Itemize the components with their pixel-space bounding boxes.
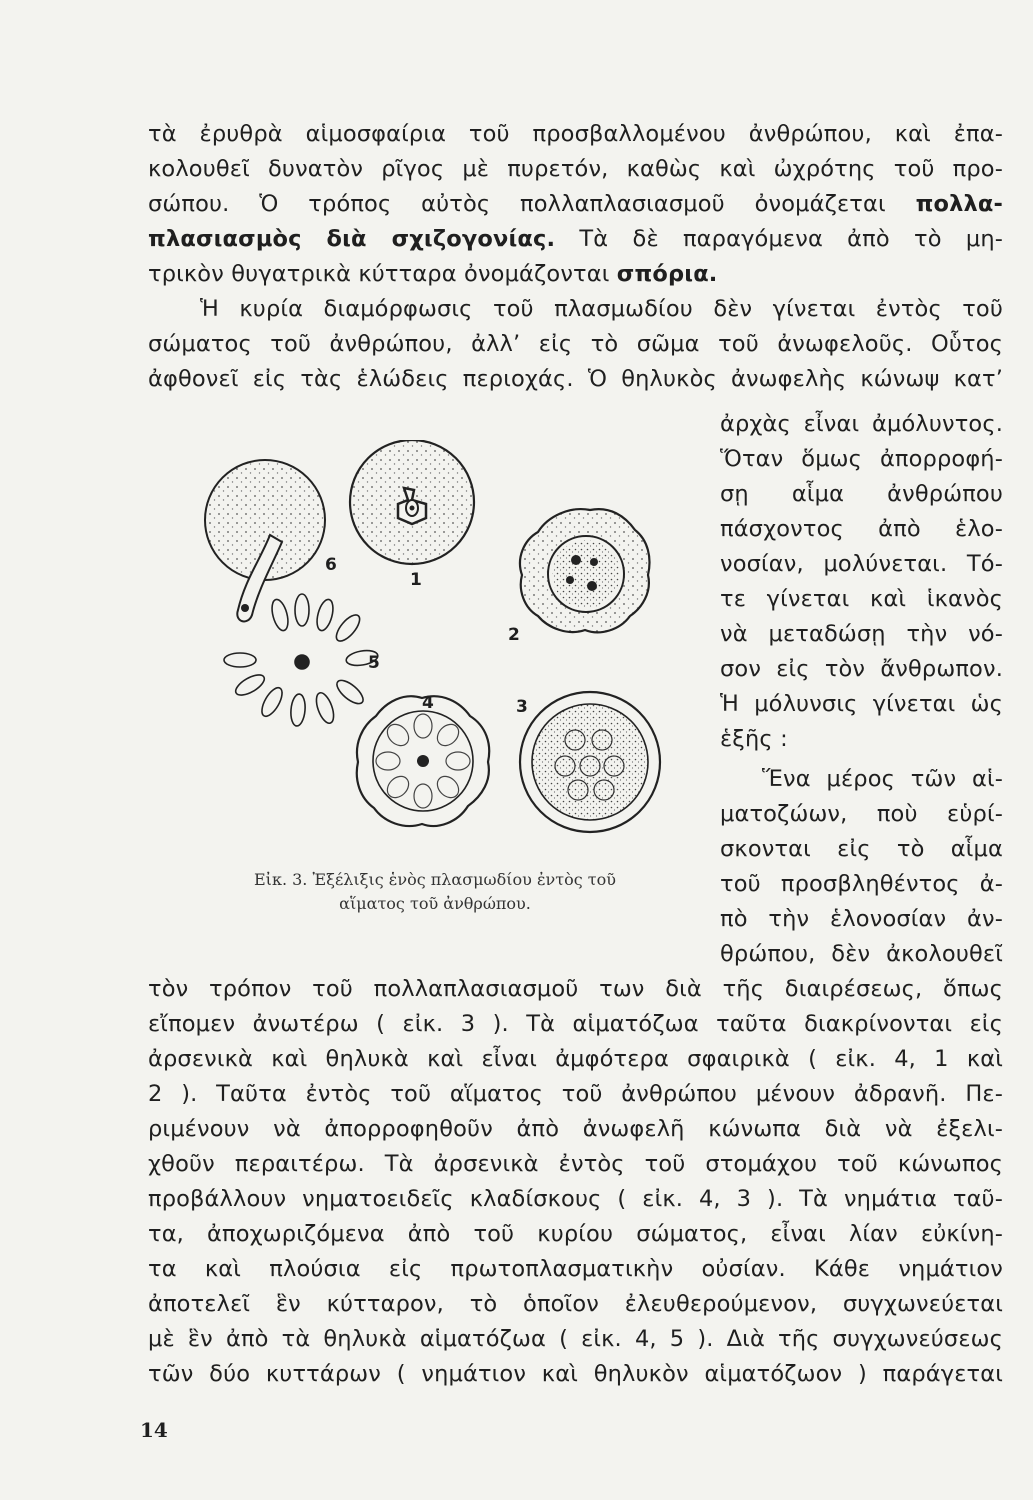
- text-line: ριμένουν νὰ ἀπορροφηθοῦν ἀπὸ ἀνωφελῆ κώνωπα διὰ νὰ ἐξελι-: [148, 1116, 1003, 1142]
- side-text-line: νὰ μεταδώσῃ τὴν νό-: [720, 621, 1003, 647]
- figure-caption-line: αἵματος τοῦ ἀνθρώπου.: [339, 894, 531, 913]
- fig-label-6: 6: [325, 555, 337, 575]
- side-text-line: τοῦ προσβληθέντος ἀ-: [720, 871, 1003, 897]
- side-text-line: πάσχοντος ἀπὸ ἑλο-: [720, 516, 1003, 542]
- cell-2: [520, 509, 650, 632]
- text-line: τα καὶ πλούσια εἰς πρωτοπλασματικὴν οὐσίαν. Κάθε νημάτιον: [148, 1256, 1003, 1282]
- text-line: τὰ ἐρυθρὰ αἱμοσφαίρια τοῦ προσβαλλομένου ἀνθρώπου, καὶ ἐπα-: [148, 121, 1003, 147]
- figure-caption-line: Εἰκ. 3. Ἐξέλιξις ἑνὸς πλασμωδίου ἐντὸς τοῦ: [254, 870, 616, 889]
- text-line: σώματος τοῦ ἀνθρώπου, ἀλλ’ εἰς τὸ σῶμα τοῦ ἀνωφελοῦς. Οὗτος: [148, 331, 1003, 357]
- text-line: τὸν τρόπον τοῦ πολλαπλασιασμοῦ των διὰ τῆς διαιρέσεως, ὅπως: [148, 976, 1003, 1002]
- text-line: ἀφθονεῖ εἰς τὰς ἑλώδεις περιοχάς. Ὁ θηλυκὸς ἀνωφελὴς κώνωψ κατ’: [148, 366, 1003, 392]
- side-text-line: σον εἰς τὸν ἄνθρωπον.: [720, 656, 1003, 682]
- text-span: Τὰ δὲ παραγόμενα ἀπὸ τὸ μη-: [555, 226, 1004, 252]
- cell-3: [520, 692, 660, 832]
- fig-label-5: 5: [368, 653, 380, 673]
- side-text-line: θρώπου, δὲν ἀκολουθεῖ: [720, 941, 1003, 967]
- side-text-line: Ὅταν ὅμως ἀπορροφή-: [720, 446, 1003, 472]
- text-span: σώπου. Ὁ τρόπος αὐτὸς πολλαπλασιασμοῦ ὀνομάζεται: [148, 191, 916, 217]
- fig-label-1: 1: [410, 570, 422, 590]
- side-text-line: Ἡ μόλυνσις γίνεται ὡς: [720, 691, 1003, 717]
- text-line: προβάλλουν νηματοειδεῖς κλαδίσκους ( εἰκ. 4, 3 ). Τὰ νημάτια ταῦ-: [148, 1186, 1003, 1212]
- cell-4: [357, 696, 489, 826]
- side-text-line: τε γίνεται καὶ ἱκανὸς: [720, 586, 1003, 612]
- bold-term: πολλα-: [915, 191, 1003, 217]
- text-line: 2 ). Ταῦτα ἐντὸς τοῦ αἵματος τοῦ ἀνθρώπου μένουν ἀδρανῆ. Πε-: [148, 1081, 1003, 1107]
- side-text-line: σῃ αἷμα ἀνθρώπου: [720, 481, 1003, 507]
- text-line: [148, 258, 1003, 290]
- page-number: 14: [140, 1418, 168, 1442]
- side-text-line: Ἕνα μέρος τῶν αἱ-: [762, 766, 1003, 792]
- fig-label-2: 2: [508, 625, 520, 645]
- plasmodium-figure: [190, 440, 690, 860]
- side-text-line: σκονται εἰς τὸ αἷμα: [720, 836, 1003, 862]
- bold-term: πλασιασμὸς διὰ σχιζογονίας.: [148, 226, 556, 252]
- side-text-line: ἀρχὰς εἶναι ἀμόλυντος.: [720, 411, 1003, 437]
- text-line: Ἡ κυρία διαμόρφωσις τοῦ πλασμωδίου δὲν γίνεται ἐντὸς τοῦ: [200, 296, 1003, 322]
- text-span: τρικὸν θυγατρικὰ κύτταρα ὀνομάζονται: [148, 261, 617, 287]
- text-line: εἴπομεν ἀνωτέρω ( εἰκ. 3 ). Τὰ αἱματόζωα ταῦτα διακρίνονται εἰς: [148, 1011, 1003, 1037]
- text-line: μὲ ἓν ἀπὸ τὰ θηλυκὰ αἱματόζωα ( εἰκ. 4, 5 ). Διὰ τῆς συγχωνεύσεως: [148, 1326, 1003, 1352]
- text-line: τα, ἀποχωριζόμενα ἀπὸ τοῦ κυρίου σώματος, εἶναι λίαν εὐκίνη-: [148, 1221, 1003, 1247]
- bold-term: σπόρια.: [616, 261, 718, 287]
- text-line: κολουθεῖ δυνατὸν ρῖγος μὲ πυρετόν, καθὼς καὶ ὠχρότης τοῦ προ-: [148, 156, 1003, 182]
- cell-1: [350, 440, 474, 564]
- text-line: [148, 188, 1003, 220]
- fig-label-4: 4: [422, 693, 434, 713]
- side-text-line: ματοζώων, ποὺ εὑρί-: [720, 801, 1003, 827]
- text-line: ἀρσενικὰ καὶ θηλυκὰ καὶ εἶναι ἀμφότερα σφαιρικὰ ( εἰκ. 4, 1 καὶ: [148, 1046, 1003, 1072]
- side-text-line: ἑξῆς :: [720, 726, 788, 752]
- text-line: [148, 223, 1003, 255]
- text-line: τῶν δύο κυττάρων ( νημάτιον καὶ θηλυκὸν αἱματόζωον ) παράγεται: [148, 1361, 1003, 1387]
- fig-label-3: 3: [516, 697, 528, 717]
- text-line: ἀποτελεῖ ἓν κύτταρον, τὸ ὁποῖον ἐλευθερούμενον, συγχωνεύεται: [148, 1291, 1003, 1317]
- side-text-line: νοσίαν, μολύνεται. Τό-: [720, 551, 1003, 577]
- side-text-line: πὸ τὴν ἑλονοσίαν ἀν-: [720, 906, 1003, 932]
- text-line: χθοῦν περαιτέρω. Τὰ ἀρσενικὰ ἐντὸς τοῦ στομάχου τοῦ κώνωπος: [148, 1151, 1003, 1177]
